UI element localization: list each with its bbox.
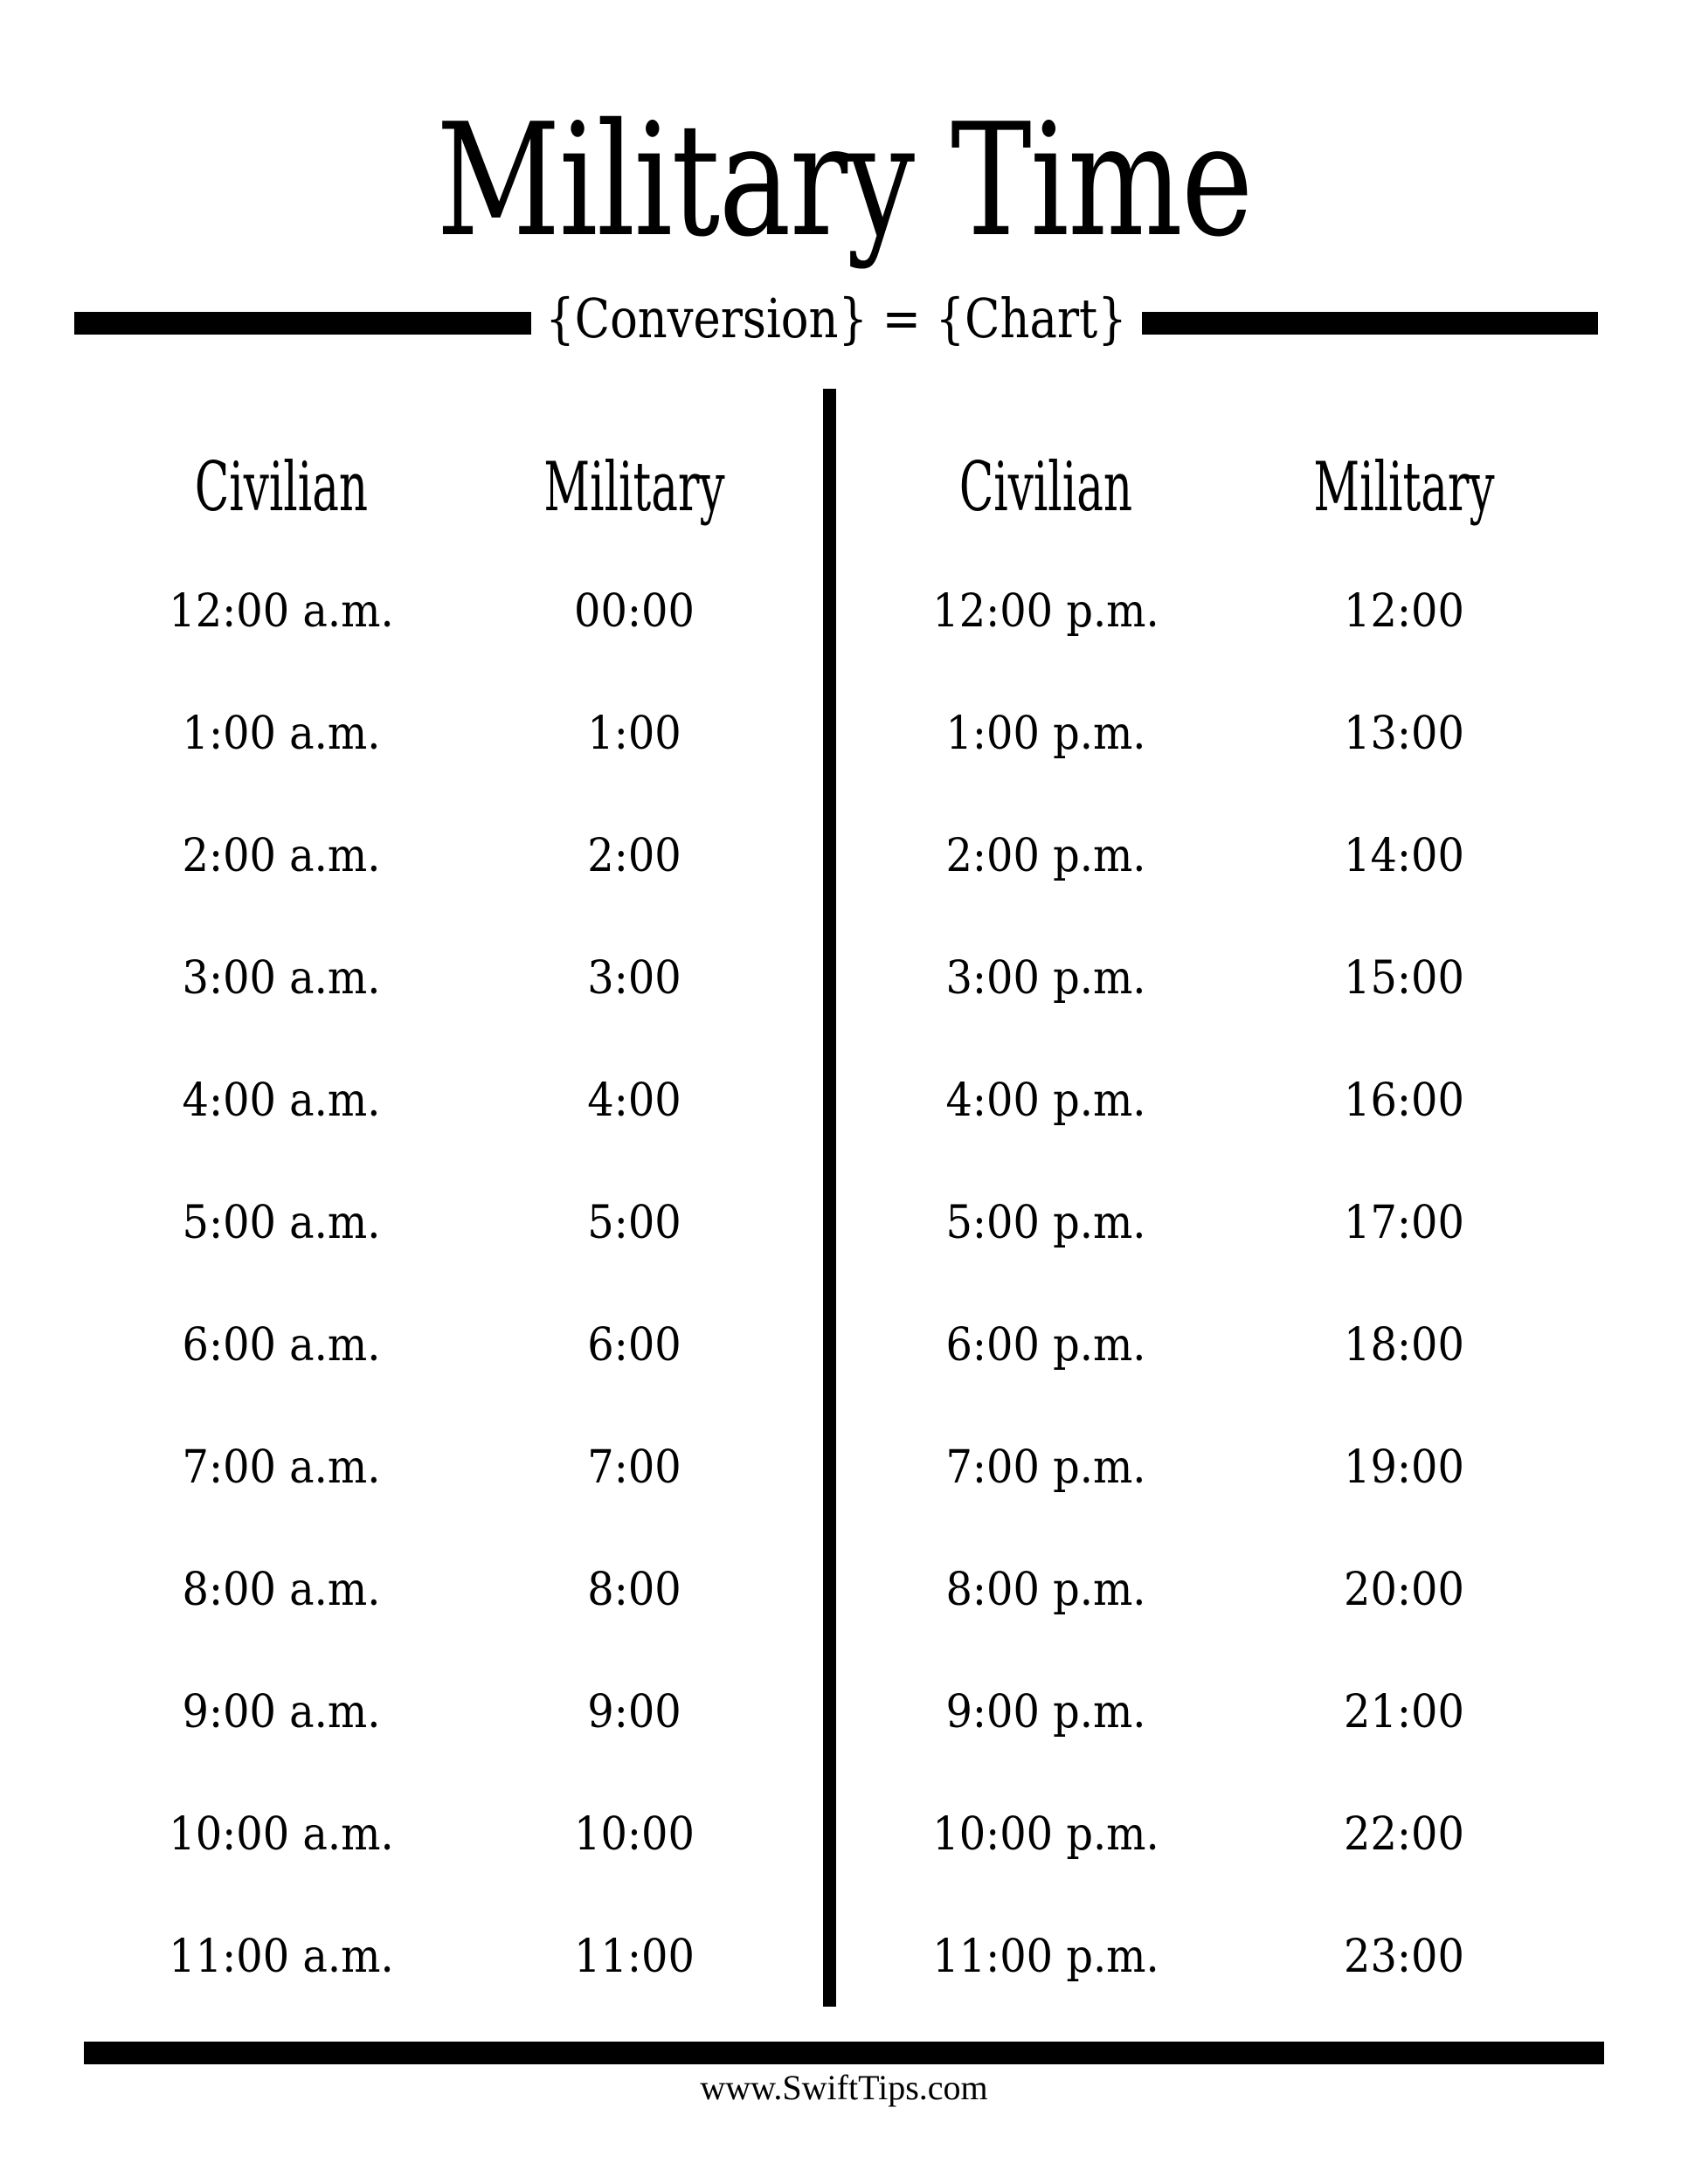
cell-right-military: 13:00 [1344, 708, 1464, 760]
cell-right-military: 23:00 [1344, 1931, 1464, 1983]
header-right-civilian: Civilian [958, 448, 1133, 527]
cell-left-civilian: 9:00 a.m. [182, 1686, 381, 1738]
cell-left-civilian: 4:00 a.m. [182, 1075, 381, 1127]
subtitle-left-bar [74, 312, 531, 335]
cell-left-civilian: 5:00 a.m. [182, 1197, 381, 1249]
cell-right-civilian: 11:00 p.m. [932, 1931, 1159, 1983]
cell-left-military: 10:00 [574, 1808, 695, 1861]
header-right-military: Military [1313, 448, 1495, 527]
cell-left-military: 4:00 [587, 1075, 681, 1127]
cell-left-civilian: 12:00 a.m. [169, 585, 394, 638]
cell-right-civilian: 5:00 p.m. [945, 1197, 1146, 1249]
table-row [0, 1559, 1688, 1621]
cell-right-military: 14:00 [1344, 830, 1464, 882]
cell-right-civilian: 2:00 p.m. [945, 830, 1146, 882]
table-row [0, 1926, 1688, 1987]
subtitle-right-bar [1142, 312, 1598, 335]
header-left-civilian: Civilian [194, 448, 369, 527]
cell-right-military: 15:00 [1344, 952, 1464, 1005]
cell-left-military: 8:00 [587, 1564, 681, 1616]
cell-left-civilian: 7:00 a.m. [182, 1441, 381, 1494]
table-row [0, 1192, 1688, 1254]
footer-url: www.SwiftTips.com [700, 2068, 988, 2107]
cell-left-civilian: 3:00 a.m. [182, 952, 381, 1005]
cell-right-civilian: 8:00 p.m. [945, 1564, 1146, 1616]
cell-left-military: 6:00 [587, 1319, 681, 1372]
cell-right-civilian: 10:00 p.m. [932, 1808, 1159, 1861]
table-row [0, 1070, 1688, 1131]
header-left-military: Military [543, 448, 725, 527]
cell-right-civilian: 7:00 p.m. [945, 1441, 1146, 1494]
cell-right-civilian: 3:00 p.m. [945, 952, 1146, 1005]
cell-left-military: 9:00 [587, 1686, 681, 1738]
table-row [0, 581, 1688, 642]
cell-right-civilian: 1:00 p.m. [945, 708, 1146, 760]
cell-right-civilian: 6:00 p.m. [945, 1319, 1146, 1372]
cell-right-civilian: 9:00 p.m. [945, 1686, 1146, 1738]
cell-left-military: 1:00 [587, 708, 681, 760]
cell-left-military: 00:00 [574, 585, 695, 638]
cell-left-military: 5:00 [587, 1197, 681, 1249]
cell-left-civilian: 6:00 a.m. [182, 1319, 381, 1372]
table-row [0, 1682, 1688, 1743]
table-row [0, 1437, 1688, 1498]
footer-bar [84, 2042, 1604, 2064]
cell-right-military: 16:00 [1344, 1075, 1464, 1127]
table-row [0, 1315, 1688, 1376]
cell-right-civilian: 12:00 p.m. [932, 585, 1159, 638]
cell-left-military: 3:00 [587, 952, 681, 1005]
cell-right-military: 22:00 [1344, 1808, 1464, 1861]
cell-left-military: 2:00 [587, 830, 681, 882]
cell-right-military: 18:00 [1344, 1319, 1464, 1372]
cell-left-military: 7:00 [587, 1441, 681, 1494]
table-row [0, 1804, 1688, 1865]
cell-right-military: 12:00 [1344, 585, 1464, 638]
cell-right-military: 17:00 [1344, 1197, 1464, 1249]
cell-right-military: 21:00 [1344, 1686, 1464, 1738]
page-title: Military Time [436, 90, 1252, 271]
page-subtitle: {Conversion} = {Chart} [545, 287, 1127, 350]
cell-left-civilian: 11:00 a.m. [169, 1931, 394, 1983]
cell-left-civilian: 1:00 a.m. [182, 708, 381, 760]
cell-left-military: 11:00 [574, 1931, 695, 1983]
table-row [0, 826, 1688, 887]
cell-right-military: 19:00 [1344, 1441, 1464, 1494]
cell-left-civilian: 2:00 a.m. [182, 830, 381, 882]
cell-left-civilian: 10:00 a.m. [169, 1808, 394, 1861]
cell-right-civilian: 4:00 p.m. [945, 1075, 1146, 1127]
table-row [0, 948, 1688, 1009]
cell-left-civilian: 8:00 a.m. [182, 1564, 381, 1616]
table-row [0, 703, 1688, 764]
cell-right-military: 20:00 [1344, 1564, 1464, 1616]
